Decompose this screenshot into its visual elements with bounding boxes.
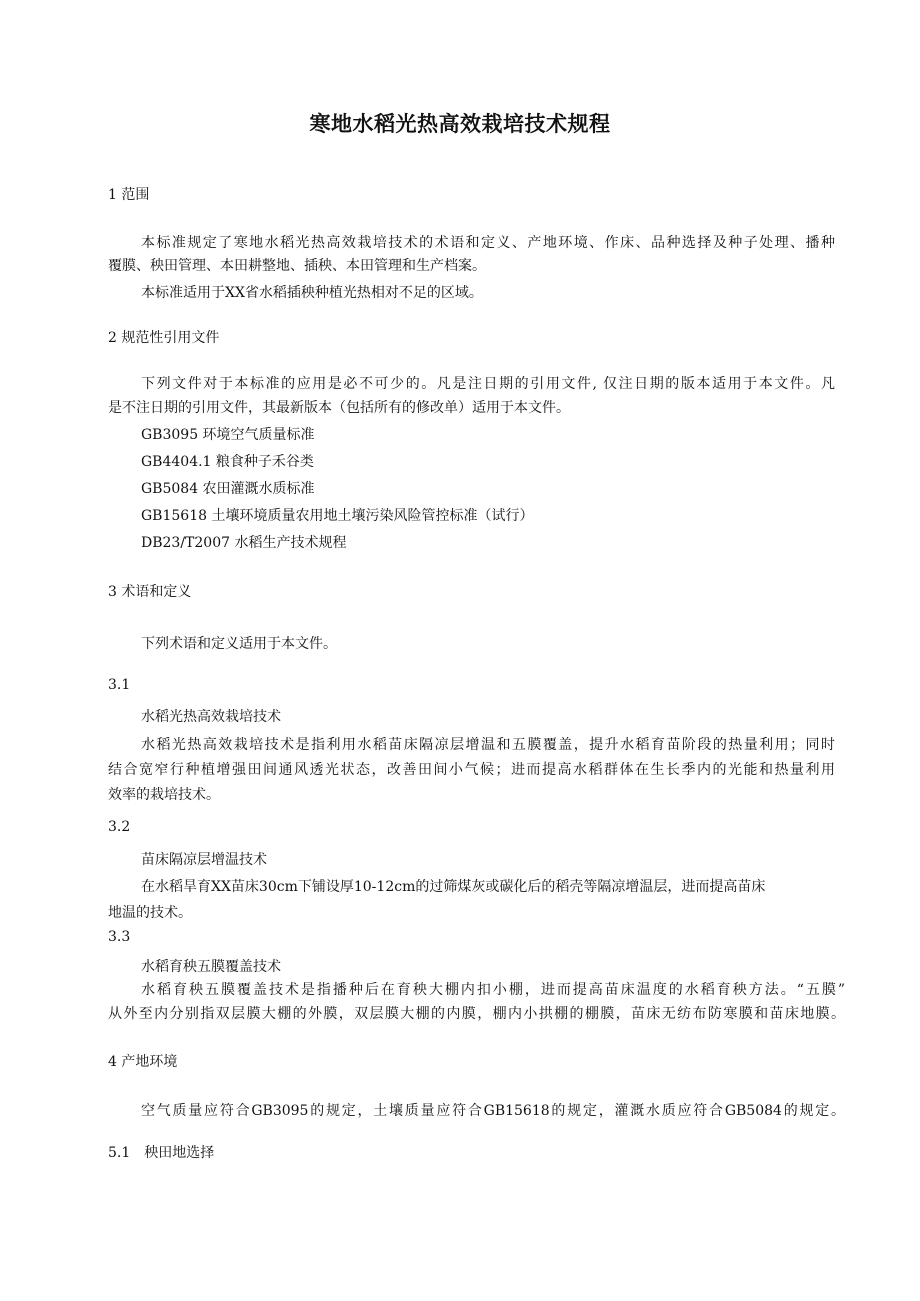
section-1-applicability: 本标准适用于XX省水稻插秧种植光热相对不足的区域。 — [141, 285, 483, 301]
document-title: 寒地水稻光热高效栽培技术规程 — [309, 112, 611, 136]
section-1-heading: 1 范围 — [108, 187, 150, 203]
section-1-paragraph-line: 本标准规定了寒地水稻光热高效栽培技术的术语和定义、产地环境、作床、品种选择及种子处理、播种 — [141, 235, 835, 251]
term-definition-line: 在水稻旱育XX苗床30cm下铺设厚10-12cm的过筛煤灰或碳化后的稻壳等隔凉增温层，进而提高苗床 — [141, 879, 766, 895]
term-title: 苗床隔凉层增温技术 — [141, 852, 267, 868]
term-definition-line: 地温的技术。 — [108, 905, 192, 921]
term-title: 水稻光热高效栽培技术 — [141, 709, 281, 725]
term-number: 3.2 — [108, 819, 131, 835]
subsection-5-1-heading: 5.1 秧田地选择 — [108, 1145, 215, 1161]
reference-item: GB3095 环境空气质量标准 — [141, 427, 315, 443]
term-definition-line: 水稻育秧五膜覆盖技术是指播种后在育秧大棚内扣小棚，进而提高苗床温度的水稻育秧方法。“五膜” — [141, 982, 845, 998]
reference-item: GB15618 土壤环境质量农用地土壤污染风险管控标准（试行） — [141, 508, 534, 524]
section-4-paragraph: 空气质量应符合GB3095的规定，土壤质量应符合GB15618的规定，灌溉水质应符合GB5084的规定。 — [141, 1103, 845, 1119]
term-definition-line: 从外至内分别指双层膜大棚的外膜，双层膜大棚的内膜，棚内小拱棚的棚膜，苗床无纺布防寒膜和苗床地膜。 — [108, 1006, 845, 1022]
term-number: 3.3 — [108, 929, 131, 945]
reference-item: GB4404.1 粮食种子禾谷类 — [141, 454, 314, 470]
section-2-paragraph-line: 下列文件对于本标准的应用是必不可少的。凡是注日期的引用文件, 仅注日期的版本适用于本文件。凡 — [141, 376, 835, 392]
reference-item: DB23/T2007 水稻生产技术规程 — [141, 535, 347, 551]
section-3-heading: 3 术语和定义 — [108, 584, 192, 600]
reference-item: GB5084 农田灌溉水质标准 — [141, 481, 315, 497]
term-title: 水稻育秧五膜覆盖技术 — [141, 959, 281, 975]
term-definition-line: 效率的栽培技术。 — [108, 787, 220, 803]
term-definition-line: 结合宽窄行种植增强田间通风透光状态，改善田间小气候；进而提高水稻群体在生长季内的光能和热量利用 — [108, 762, 835, 778]
section-2-heading: 2 规范性引用文件 — [108, 330, 220, 346]
section-3-intro: 下列术语和定义适用于本文件。 — [141, 636, 337, 652]
section-2-paragraph-line: 是不注日期的引用文件，其最新版本（包括所有的修改单）适用于本文件。 — [108, 400, 570, 416]
term-number: 3.1 — [108, 677, 131, 693]
section-4-heading: 4 产地环境 — [108, 1054, 178, 1070]
term-definition-line: 水稻光热高效栽培技术是指利用水稻苗床隔凉层增温和五膜覆盖，提升水稻育苗阶段的热量利用；同时 — [141, 737, 835, 753]
section-1-paragraph-line: 覆膜、秧田管理、本田耕整地、插秧、本田管理和生产档案。 — [108, 258, 486, 274]
